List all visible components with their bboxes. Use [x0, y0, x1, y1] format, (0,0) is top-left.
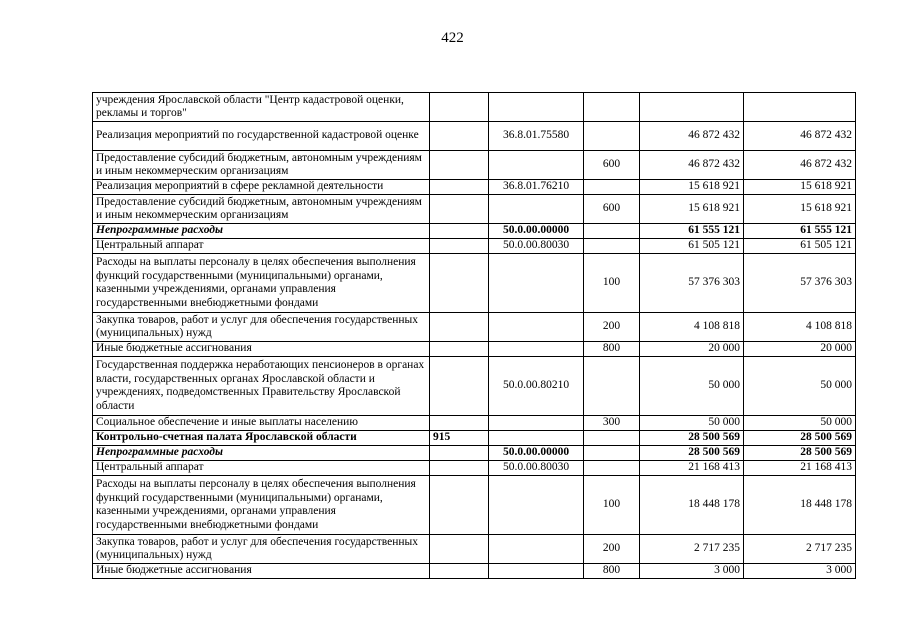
- budget-table-body: [93, 93, 856, 579]
- target-article-cell: [489, 564, 584, 579]
- amount-year2-cell: 2 717 235: [744, 535, 856, 564]
- target-article-cell: [489, 535, 584, 564]
- amount-year1-cell: 3 000: [640, 564, 744, 579]
- ministry-code-cell: [430, 357, 489, 416]
- row-name-cell: Иные бюджетные ассигнования: [93, 564, 430, 579]
- page-number: 422: [441, 30, 464, 46]
- budget-table: [92, 92, 856, 579]
- row-name-cell: Социальное обеспечение и иные выплаты населению: [93, 416, 430, 431]
- amount-year1-cell: [640, 93, 744, 122]
- ministry-code-cell: 915: [430, 431, 489, 446]
- row-name-cell: Государственная поддержка неработающих пенсионеров в органах власти, государственных органах Ярославской области и учреждениях, подведомственных Правительству Ярославской области: [93, 357, 430, 416]
- expense-type-cell: [584, 461, 640, 476]
- row-name-cell: Центральный аппарат: [93, 461, 430, 476]
- table-row: [93, 224, 856, 239]
- target-article-cell: [489, 93, 584, 122]
- amount-year1-cell: 50 000: [640, 416, 744, 431]
- amount-year1-cell: 2 717 235: [640, 535, 744, 564]
- amount-year1-cell: 15 618 921: [640, 180, 744, 195]
- row-name-cell: Контрольно-счетная палата Ярославской области: [93, 431, 430, 446]
- ministry-code-cell: [430, 195, 489, 224]
- amount-year2-cell: [744, 93, 856, 122]
- amount-year1-cell: 50 000: [640, 357, 744, 416]
- ministry-code-cell: [430, 239, 489, 254]
- table-row: [93, 195, 856, 224]
- amount-year1-cell: 20 000: [640, 342, 744, 357]
- table-row: [93, 254, 856, 313]
- row-name-cell: Закупка товаров, работ и услуг для обеспечения государственных (муниципальных) нужд: [93, 535, 430, 564]
- amount-year1-cell: 61 505 121: [640, 239, 744, 254]
- amount-year1-cell: 57 376 303: [640, 254, 744, 313]
- amount-year2-cell: 46 872 432: [744, 151, 856, 180]
- expense-type-cell: 600: [584, 151, 640, 180]
- row-name-cell: Непрограммные расходы: [93, 224, 430, 239]
- expense-type-cell: [584, 93, 640, 122]
- target-article-cell: 50.0.00.80030: [489, 461, 584, 476]
- amount-year2-cell: 57 376 303: [744, 254, 856, 313]
- amount-year2-cell: 21 168 413: [744, 461, 856, 476]
- amount-year2-cell: 50 000: [744, 416, 856, 431]
- expense-type-cell: 600: [584, 195, 640, 224]
- ministry-code-cell: [430, 180, 489, 195]
- expense-type-cell: [584, 431, 640, 446]
- ministry-code-cell: [430, 535, 489, 564]
- amount-year1-cell: 46 872 432: [640, 122, 744, 151]
- ministry-code-cell: [430, 93, 489, 122]
- row-name-cell: учреждения Ярославской области "Центр кадастровой оценки, рекламы и торгов": [93, 93, 430, 122]
- target-article-cell: [489, 151, 584, 180]
- expense-type-cell: [584, 224, 640, 239]
- row-name-cell: Реализация мероприятий в сфере рекламной деятельности: [93, 180, 430, 195]
- amount-year2-cell: 15 618 921: [744, 180, 856, 195]
- row-name-cell: Иные бюджетные ассигнования: [93, 342, 430, 357]
- ministry-code-cell: [430, 461, 489, 476]
- row-name-cell: Непрограммные расходы: [93, 446, 430, 461]
- expense-type-cell: 800: [584, 564, 640, 579]
- expense-type-cell: 100: [584, 254, 640, 313]
- target-article-cell: [489, 476, 584, 535]
- expense-type-cell: [584, 446, 640, 461]
- amount-year2-cell: 15 618 921: [744, 195, 856, 224]
- ministry-code-cell: [430, 342, 489, 357]
- expense-type-cell: [584, 122, 640, 151]
- amount-year2-cell: 61 555 121: [744, 224, 856, 239]
- row-name-cell: Реализация мероприятий по государственной кадастровой оценке: [93, 122, 430, 151]
- row-name-cell: Расходы на выплаты персоналу в целях обеспечения выполнения функций государственными (муниципальными) органами, казенными учреждениями, органами управления государственными внебюджетными фондами: [93, 476, 430, 535]
- ministry-code-cell: [430, 416, 489, 431]
- expense-type-cell: 100: [584, 476, 640, 535]
- target-article-cell: 36.8.01.76210: [489, 180, 584, 195]
- table-row: [93, 535, 856, 564]
- expense-type-cell: 300: [584, 416, 640, 431]
- ministry-code-cell: [430, 313, 489, 342]
- amount-year1-cell: 46 872 432: [640, 151, 744, 180]
- amount-year2-cell: 46 872 432: [744, 122, 856, 151]
- table-row: [93, 476, 856, 535]
- table-row: [93, 461, 856, 476]
- table-row: [93, 416, 856, 431]
- table-row: [93, 357, 856, 416]
- table-row: [93, 342, 856, 357]
- amount-year1-cell: 28 500 569: [640, 431, 744, 446]
- ministry-code-cell: [430, 151, 489, 180]
- row-name-cell: Предоставление субсидий бюджетным, автономным учреждениям и иным некоммерческим организациям: [93, 151, 430, 180]
- ministry-code-cell: [430, 476, 489, 535]
- expense-type-cell: [584, 180, 640, 195]
- expense-type-cell: 200: [584, 535, 640, 564]
- target-article-cell: 50.0.00.80210: [489, 357, 584, 416]
- amount-year2-cell: 61 505 121: [744, 239, 856, 254]
- target-article-cell: [489, 195, 584, 224]
- target-article-cell: 50.0.00.80030: [489, 239, 584, 254]
- target-article-cell: [489, 342, 584, 357]
- row-name-cell: Центральный аппарат: [93, 239, 430, 254]
- table-row: [93, 239, 856, 254]
- amount-year2-cell: 50 000: [744, 357, 856, 416]
- amount-year1-cell: 61 555 121: [640, 224, 744, 239]
- target-article-cell: [489, 416, 584, 431]
- target-article-cell: [489, 431, 584, 446]
- amount-year1-cell: 28 500 569: [640, 446, 744, 461]
- target-article-cell: [489, 313, 584, 342]
- ministry-code-cell: [430, 122, 489, 151]
- expense-type-cell: [584, 239, 640, 254]
- expense-type-cell: 200: [584, 313, 640, 342]
- target-article-cell: [489, 254, 584, 313]
- target-article-cell: 50.0.00.00000: [489, 446, 584, 461]
- target-article-cell: 50.0.00.00000: [489, 224, 584, 239]
- expense-type-cell: 800: [584, 342, 640, 357]
- amount-year2-cell: 4 108 818: [744, 313, 856, 342]
- table-row: [93, 564, 856, 579]
- amount-year2-cell: 18 448 178: [744, 476, 856, 535]
- amount-year1-cell: 21 168 413: [640, 461, 744, 476]
- amount-year2-cell: 3 000: [744, 564, 856, 579]
- row-name-cell: Расходы на выплаты персоналу в целях обеспечения выполнения функций государственными (муниципальными) органами, казенными учреждениями, органами управления государственными внебюджетными фондами: [93, 254, 430, 313]
- row-name-cell: Предоставление субсидий бюджетным, автономным учреждениям и иным некоммерческим организациям: [93, 195, 430, 224]
- table-row: [93, 431, 856, 446]
- amount-year1-cell: 4 108 818: [640, 313, 744, 342]
- table-row: [93, 313, 856, 342]
- table-row: [93, 446, 856, 461]
- expense-type-cell: [584, 357, 640, 416]
- amount-year2-cell: 28 500 569: [744, 446, 856, 461]
- ministry-code-cell: [430, 564, 489, 579]
- table-row: [93, 180, 856, 195]
- table-row: [93, 122, 856, 151]
- amount-year2-cell: 28 500 569: [744, 431, 856, 446]
- amount-year2-cell: 20 000: [744, 342, 856, 357]
- row-name-cell: Закупка товаров, работ и услуг для обеспечения государственных (муниципальных) нужд: [93, 313, 430, 342]
- target-article-cell: 36.8.01.75580: [489, 122, 584, 151]
- amount-year1-cell: 15 618 921: [640, 195, 744, 224]
- ministry-code-cell: [430, 224, 489, 239]
- ministry-code-cell: [430, 254, 489, 313]
- amount-year1-cell: 18 448 178: [640, 476, 744, 535]
- table-row: [93, 151, 856, 180]
- table-row: [93, 93, 856, 122]
- ministry-code-cell: [430, 446, 489, 461]
